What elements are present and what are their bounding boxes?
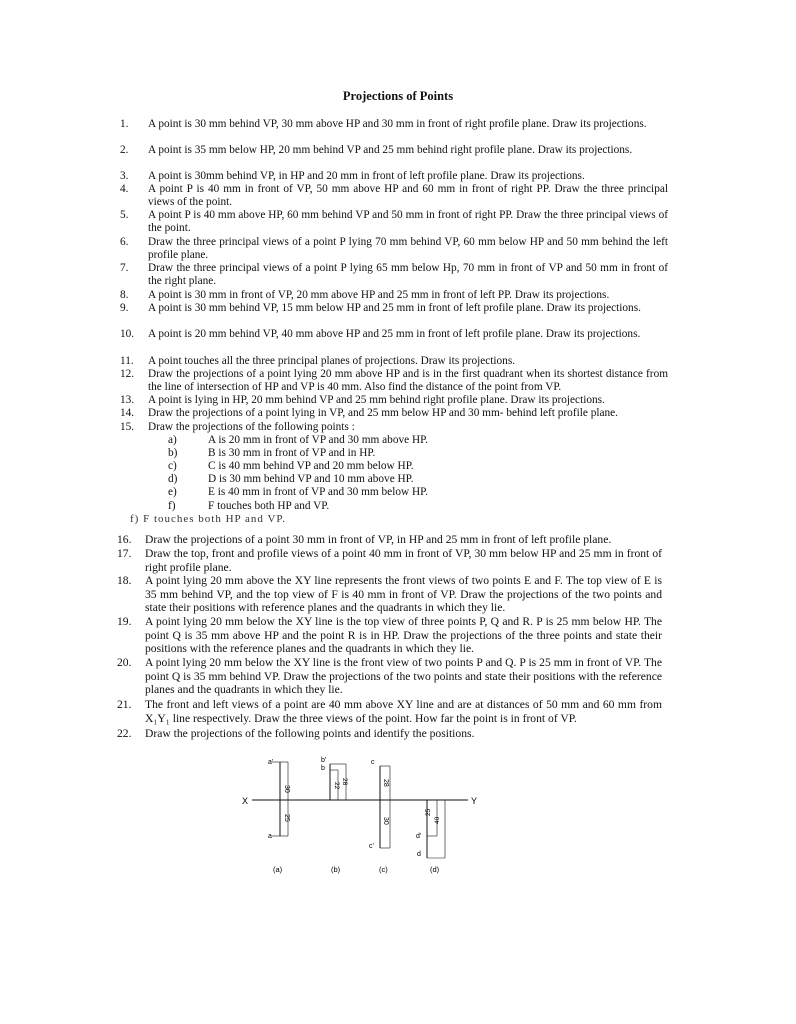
question-number: 6. <box>120 236 129 248</box>
question-text: Draw the projections of a point lying in VP, and 25 mm below HP and 30 mm- behind left profile plane. <box>148 407 618 419</box>
sub-question-label: d) <box>168 473 178 485</box>
question-item <box>120 183 668 209</box>
question-number: 10. <box>120 328 135 340</box>
question-item <box>120 394 668 407</box>
question-number: 1. <box>120 118 129 130</box>
question-text: A point touches all the three principal planes of projections. Draw its projections. <box>148 355 516 367</box>
question-number: 16. <box>117 533 132 546</box>
question-number: 13. <box>120 394 135 406</box>
figure-b <box>321 757 348 874</box>
question-text: A point is 30mm behind VP, in HP and 20 mm in front of left profile plane. Draw its projections. <box>148 170 585 182</box>
question-text: A point is 20 mm behind VP, 40 mm above HP and 25 mm in front of left profile plane. Draw its projections. <box>148 328 641 340</box>
question-number: 3. <box>120 170 129 182</box>
question-item <box>120 328 668 341</box>
sub-question-text: D is 30 mm behind VP and 10 mm above HP. <box>208 473 414 485</box>
question-item <box>120 421 668 434</box>
question-number: 5. <box>120 209 129 221</box>
question-number: 20. <box>117 656 132 669</box>
label-d: d <box>417 851 421 858</box>
question-number: 19. <box>117 615 132 628</box>
question-item <box>117 656 662 697</box>
question-number: 12. <box>120 368 135 380</box>
question-number: 4. <box>120 183 129 195</box>
question-text: A point P is 40 mm in front of VP, 50 mm above HP and 60 mm in front of right PP. Draw the three principal views of the point. <box>148 183 668 209</box>
figure-d <box>416 800 445 874</box>
dim-b-22: 22 <box>333 782 340 790</box>
dim-c-30: 30 <box>382 817 389 825</box>
question-number: 21. <box>117 698 132 711</box>
sub-question-text: A is 20 mm in front of VP and 30 mm above HP. <box>208 434 428 446</box>
caption-a: (a) <box>273 865 283 874</box>
question-number: 15. <box>120 421 135 433</box>
dim-b-28: 28 <box>341 778 348 786</box>
question-item <box>117 533 662 547</box>
question-item <box>117 727 662 741</box>
question-item <box>120 407 668 420</box>
question-text: The front and left views of a point are 40 mm above XY line and are at distances of 50 mm and 60 mm from X₁Y₁ line respectively. Draw the three views of the point. How far the point is in front of VP. <box>145 698 662 725</box>
dim-a-30: 30 <box>283 785 290 793</box>
sub-question-text: B is 30 mm in front of VP and in HP. <box>208 447 376 459</box>
question-item <box>120 302 668 315</box>
question-item <box>120 209 668 235</box>
question-item <box>120 262 668 288</box>
sub-question-label: a) <box>168 434 177 446</box>
question-item <box>120 144 668 157</box>
question-text: A point is 35 mm below HP, 20 mm behind VP and 25 mm behind right profile plane. Draw its projections. <box>148 144 633 156</box>
sub-question-label: f) <box>168 500 176 512</box>
question-number: 9. <box>120 302 129 314</box>
caption-d: (d) <box>430 865 440 874</box>
question-item <box>117 547 662 574</box>
dim-d-25: 25 <box>425 808 432 816</box>
question-text: Draw the top, front and profile views of a point 40 mm in front of VP, 30 mm below HP and 25 mm in front of right profile plane. <box>145 547 662 574</box>
sub-question-label: e) <box>168 486 177 498</box>
scan-cut-fragment: f) F touches both HP and VP. <box>130 513 287 525</box>
page-title: Projections of Points <box>342 89 454 103</box>
question-number: 2. <box>120 144 129 156</box>
label-c-prime: c' <box>369 843 374 850</box>
question-item <box>120 170 668 183</box>
question-item <box>120 236 668 262</box>
question-text: A point is 30 mm behind VP, 30 mm above HP and 30 mm in front of right profile plane. Draw its projections. <box>148 118 647 130</box>
label-b-prime: b' <box>321 757 327 764</box>
question-text: A point P is 40 mm above HP, 60 mm behind VP and 50 mm in front of right PP. Draw the three principal views of the point. <box>148 209 668 235</box>
question-text: A point lying 20 mm below the XY line is the top view of three points P, Q and R. P is 25 mm below HP. The point Q is 35 mm above HP and the point R is in HP. Draw the projections of the three points and state their positions with the reference planes and the quadrants in which they lie. <box>145 615 662 655</box>
question-text: Draw the three principal views of a point P lying 65 mm below Hp, 70 mm in front of VP and 50 mm in front of the right plane. <box>148 262 668 288</box>
question-text: A point lying 20 mm below the XY line is the front view of two points P and Q. P is 25 mm in front of VP. The point Q is 35 mm behind VP. Draw the projections of the two points and state their positions with the reference planes and the quadrants in which they lie. <box>145 656 662 696</box>
question-number: 22. <box>117 727 132 740</box>
caption-b: (b) <box>331 865 341 874</box>
question-number: 17. <box>117 547 132 560</box>
label-c: c <box>371 759 375 766</box>
sub-question-text: E is 40 mm in front of VP and 30 mm below HP. <box>208 486 428 498</box>
x-label: X <box>242 796 249 806</box>
question-text: A point is 30 mm behind VP, 15 mm below HP and 25 mm in front of left profile plane. Draw its projections. <box>148 302 641 314</box>
projection-figure <box>230 752 500 882</box>
question-number: 7. <box>120 262 129 274</box>
question-text: A point is lying in HP, 20 mm behind VP and 25 mm behind right profile plane. Draw its projections. <box>148 394 605 406</box>
sub-question-text: F touches both HP and VP. <box>208 500 330 512</box>
y-label: Y <box>471 796 478 806</box>
label-b: b <box>321 765 325 772</box>
dim-a-25: 25 <box>283 814 290 822</box>
question-item <box>117 574 662 615</box>
question-number: 14. <box>120 407 135 419</box>
label-d-prime: d' <box>416 833 422 840</box>
question-text: Draw the three principal views of a point P lying 70 mm behind VP, 60 mm below HP and 50 mm behind the left profile plane. <box>148 236 668 262</box>
question-text: A point lying 20 mm above the XY line represents the front views of two points E and F. The top view of E is 35 mm behind VP, and the top view of F is 40 mm in front of VP. Draw the projections of the two points and state their positions with reference planes and the quadrants in which they lie. <box>145 574 662 614</box>
question-text: A point is 30 mm in front of VP, 20 mm above HP and 25 mm in front of left PP. Draw its projections. <box>148 289 610 301</box>
question-number: 18. <box>117 574 132 587</box>
question-number: 11. <box>120 355 134 367</box>
question-item <box>117 698 662 725</box>
caption-c: (c) <box>379 865 388 874</box>
question-item <box>120 118 668 131</box>
sub-question-label: b) <box>168 447 178 459</box>
question-item <box>120 289 668 302</box>
figure-c <box>369 759 390 874</box>
figure-a <box>268 759 290 874</box>
label-a-prime: a' <box>268 759 274 766</box>
dim-c-28: 28 <box>382 779 389 787</box>
sub-question-text: C is 40 mm behind VP and 20 mm below HP. <box>208 460 414 472</box>
label-a: a <box>268 833 272 840</box>
sub-question-label: c) <box>168 460 177 472</box>
dim-d-40: 40 <box>434 816 441 824</box>
question-number: 8. <box>120 289 129 301</box>
question-text: Draw the projections of a point lying 20 mm above HP and is in the first quadrant when its shortest distance from the line of intersection of HP and VP is 40 mm. Also find the distance of the point from VP. <box>148 368 668 394</box>
question-text: Draw the projections of the following points : <box>148 421 355 433</box>
question-text: Draw the projections of a point 30 mm in front of VP, in HP and 25 mm in front of left profile plane. <box>145 533 612 546</box>
question-item <box>117 615 662 656</box>
question-item <box>120 368 668 394</box>
question-text: Draw the projections of the following points and identify the positions. <box>145 727 475 740</box>
question-item <box>120 355 668 368</box>
